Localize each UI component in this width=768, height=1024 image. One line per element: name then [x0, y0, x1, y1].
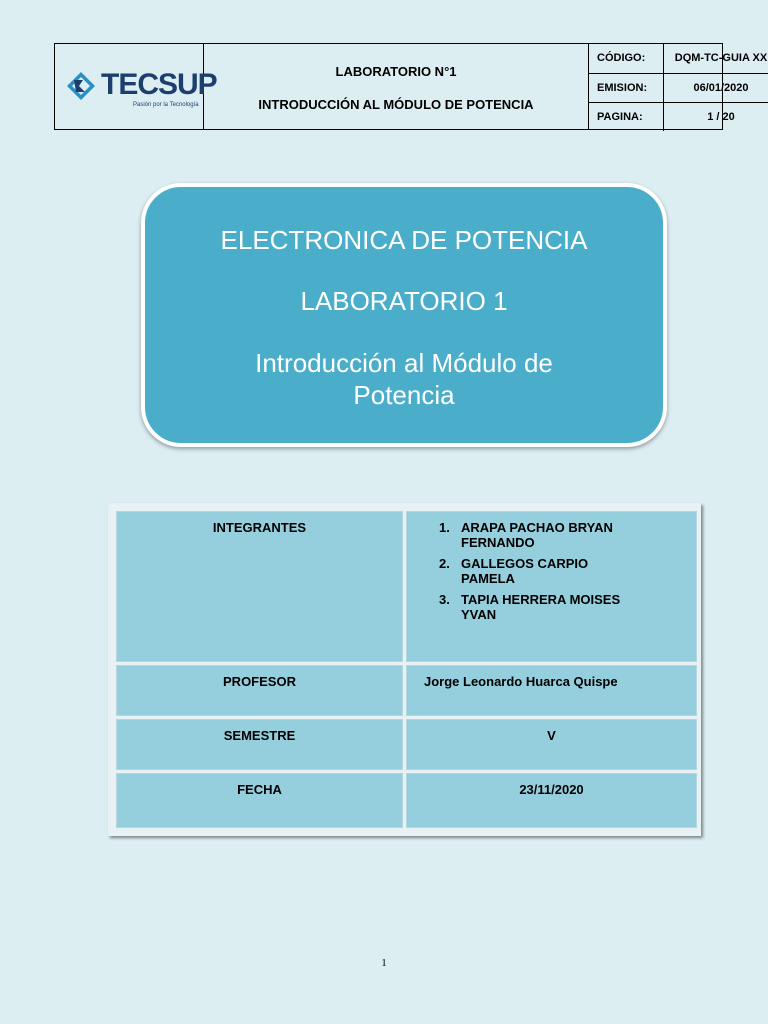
members-label: INTEGRANTES: [116, 511, 403, 662]
lab-title: LABORATORIO 1: [300, 286, 508, 316]
header-title-cell: [204, 44, 589, 129]
page-label: PAGINA:: [589, 102, 664, 131]
code-label: CÓDIGO:: [589, 44, 664, 73]
header-title: LABORATORIO N°1: [335, 64, 457, 79]
member-item: [439, 592, 696, 622]
info-table: [108, 503, 701, 836]
member-name-cont: YVAN: [461, 607, 497, 622]
tecsup-emblem-icon: [63, 68, 99, 104]
member-number: 2.: [439, 556, 450, 571]
page-value: 1 / 20: [664, 102, 768, 131]
member-name: ARAPA PACHAO BRYAN: [461, 520, 613, 535]
member-name-cont: FERNANDO: [461, 535, 535, 550]
semester-value: V: [406, 719, 697, 770]
logo-cell: [55, 44, 217, 129]
member-name: TAPIA HERRERA MOISES: [461, 592, 621, 607]
code-value: DQM-TC-GUIA XX: [674, 52, 768, 64]
lab-topic-line2: Potencia: [353, 380, 455, 410]
emission-label: EMISION:: [589, 73, 664, 102]
members-cell: [406, 511, 697, 662]
professor-value: Jorge Leonardo Huarca Quispe: [406, 665, 697, 716]
member-item: [439, 520, 696, 550]
professor-label: PROFESOR: [116, 665, 403, 716]
logo-tagline: Pasión por la Tecnología: [133, 102, 199, 108]
header-subtitle: INTRODUCCIÓN AL MÓDULO DE POTENCIA: [258, 97, 534, 112]
lab-topic-line1: Introducción al Módulo de: [255, 348, 553, 378]
semester-label: SEMESTRE: [116, 719, 403, 770]
member-name: GALLEGOS CARPIO: [461, 556, 589, 571]
member-name-cont: PAMELA: [461, 571, 515, 586]
tecsup-logo: [63, 68, 217, 108]
course-title: ELECTRONICA DE POTENCIA: [220, 225, 588, 255]
members-list: [407, 520, 696, 622]
lab-topic: [145, 347, 663, 411]
title-banner: [141, 183, 667, 447]
document-header: [54, 43, 768, 130]
date-value: 23/11/2020: [406, 773, 697, 828]
member-number: 1.: [439, 520, 450, 535]
logo-wordmark: TECSUP: [101, 68, 217, 101]
date-label: FECHA: [116, 773, 403, 828]
member-item: [439, 556, 696, 586]
member-number: 3.: [439, 592, 450, 607]
page-number: 1: [381, 957, 387, 969]
emission-value: 06/01/2020: [664, 73, 768, 102]
